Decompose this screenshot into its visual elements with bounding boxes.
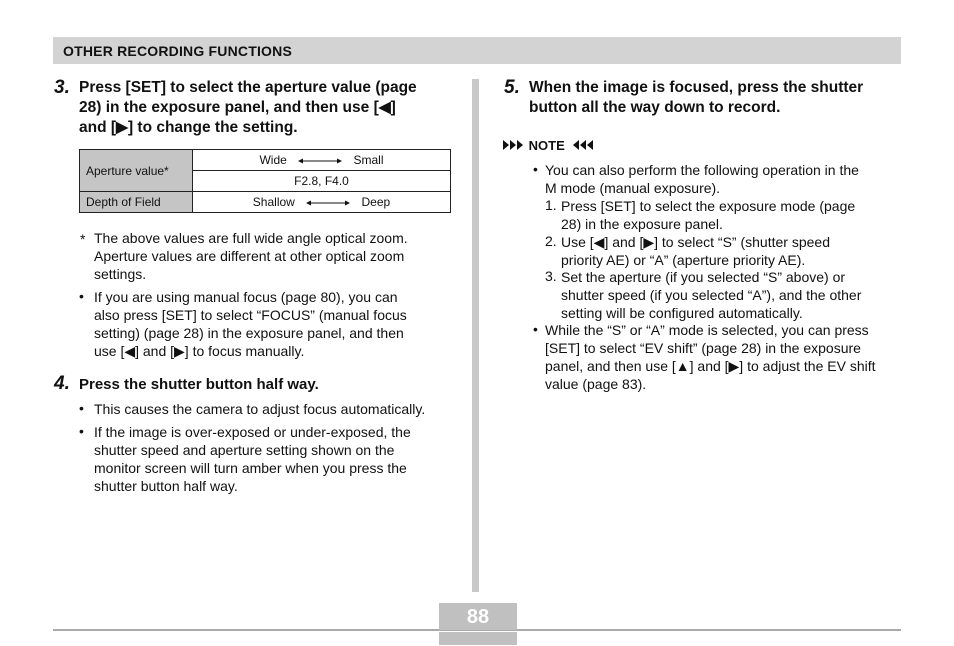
footnote-text: [94, 229, 408, 283]
depth-of-field-label: Depth of Field: [80, 192, 193, 213]
aperture-values-cell: F2.8, F4.0: [193, 171, 451, 192]
note-item-line: Set the aperture (if you selected “S” above) or: [561, 269, 846, 285]
footnote-mark: *: [80, 231, 86, 247]
double-arrow-icon: [306, 199, 350, 207]
note-item-line: Use [◀] and [▶] to select “S” (shutter speed: [561, 234, 830, 250]
footnote-line: The above values are full wide angle optical zoom.: [94, 230, 408, 246]
deep-label: Deep: [361, 195, 391, 209]
note-line: [SET] to select “EV shift” (page 28) in the exposure: [545, 340, 861, 356]
step-4-bullet-1: [94, 400, 425, 418]
step-4-bullet-2: [94, 423, 411, 495]
step-4-bullet-line: This causes the camera to adjust focus automatically.: [94, 401, 426, 417]
note-line: While the “S” or “A” mode is selected, you can press: [545, 322, 869, 338]
note-line: M mode (manual exposure).: [545, 180, 721, 196]
aperture-scale-cell: [193, 150, 451, 171]
step-4-number: 4.: [54, 373, 70, 394]
note-item-line: Press [SET] to select the exposure mode (page: [561, 198, 856, 214]
bullet-dot: •: [79, 423, 84, 439]
manual-focus-line: also press [SET] to select “FOCUS” (manual focus: [94, 307, 407, 323]
note-header: [503, 138, 593, 153]
depth-scale-cell: [193, 192, 451, 213]
note-item-2: [561, 233, 830, 269]
manual-focus-line: setting) (page 28) in the exposure panel, and then: [94, 325, 404, 341]
note-left-ornament-icon: [503, 139, 525, 151]
note-bullet-2: [545, 321, 876, 393]
step-4-bullet-line: shutter button half way.: [94, 478, 238, 494]
step-4-bullet-line: If the image is over-exposed or under-exposed, the: [94, 424, 411, 440]
note-item-line: 28) in the exposure panel.: [561, 216, 723, 232]
footnote-line: settings.: [94, 266, 147, 282]
page-number-box: [439, 603, 517, 630]
manual-focus-line: use [◀] and [▶] to focus manually.: [94, 343, 305, 359]
note-item-3: [561, 268, 861, 322]
bullet-dot: •: [533, 321, 538, 337]
note-line: You can also perform the following operation in the: [545, 162, 859, 178]
wide-label: Wide: [259, 153, 287, 167]
bullet-dot: •: [79, 400, 84, 416]
step-5-line: When the image is focused, press the shutter: [529, 79, 864, 96]
double-arrow-icon: [298, 157, 342, 165]
step-4-bullet-line: monitor screen will turn amber when you press the: [94, 460, 407, 476]
page-number: 88: [466, 606, 490, 628]
note-label: NOTE: [528, 138, 565, 153]
note-item-number: 1.: [545, 197, 557, 213]
step-3-line: Press [SET] to select the aperture value (page: [79, 79, 417, 96]
bullet-dot: •: [533, 161, 538, 177]
step-3-number: 3.: [54, 77, 70, 98]
manual-focus-text: [94, 288, 407, 360]
note-item-number: 2.: [545, 233, 557, 249]
step-5-line: button all the way down to record.: [529, 99, 781, 116]
note-item-line: setting will be configured automatically.: [561, 305, 803, 321]
column-divider: [472, 79, 479, 592]
step-3-line: and [▶] to change the setting.: [79, 119, 298, 136]
page-number-tab: [439, 632, 517, 645]
small-label: Small: [353, 153, 384, 167]
aperture-table: [79, 149, 451, 213]
shallow-label: Shallow: [252, 195, 295, 209]
section-header-bar: [53, 37, 901, 64]
step-4-text: Press the shutter button half way.: [79, 376, 319, 393]
step-5-number: 5.: [504, 77, 520, 98]
note-item-line: priority AE) or “A” (aperture priority AE).: [561, 252, 806, 268]
note-item-1: [561, 197, 855, 233]
footnote-line: Aperture values are different at other optical zoom: [94, 248, 405, 264]
step-3-line: 28) in the exposure panel, and then use [◀]: [79, 99, 396, 116]
note-right-ornament-icon: [571, 139, 593, 151]
section-title: OTHER RECORDING FUNCTIONS: [63, 43, 292, 59]
step-3-text: [79, 78, 417, 138]
manual-focus-line: If you are using manual focus (page 80), you can: [94, 289, 398, 305]
note-line: panel, and then use [▲] and [▶] to adjust the EV shift: [545, 358, 876, 374]
note-item-number: 3.: [545, 268, 557, 284]
bullet-dot: •: [79, 288, 84, 304]
step-4-bullet-line: shutter speed and aperture setting shown on the: [94, 442, 395, 458]
note-item-line: shutter speed (if you selected “A”), and the other: [561, 287, 862, 303]
note-line: value (page 83).: [545, 376, 647, 392]
aperture-value-label: Aperture value*: [80, 150, 193, 192]
step-5-text: [529, 78, 863, 118]
note-bullet-1: [545, 161, 859, 197]
